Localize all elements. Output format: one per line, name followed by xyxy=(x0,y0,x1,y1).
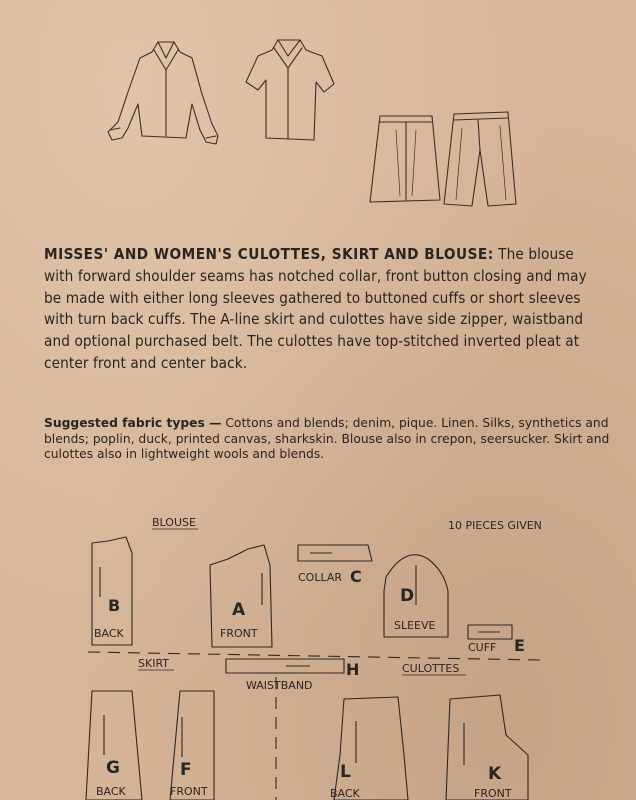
short-sleeve-blouse-sketch xyxy=(246,40,334,140)
culottes-label: CULOTTES xyxy=(402,662,460,675)
description-heading: MISSES' AND WOMEN'S CULOTTES, SKIRT AND BLOUSE: xyxy=(44,245,494,263)
piece-a-letter: A xyxy=(232,600,246,620)
piece-a-name: FRONT xyxy=(220,627,258,640)
piece-h-outline xyxy=(226,659,344,673)
piece-f-name: FRONT xyxy=(170,785,208,798)
skirt-label: SKIRT xyxy=(138,657,170,670)
description-body: The blouse with forward shoulder seams has notched collar, front button closing and may be made with either long sleeves gathered to buttoned cuffs or short sleeves with turn back cuffs. The A-line skirt and culottes have side zipper, waistband and optional purchased belt. The culottes have top-stitched inverted pleat at center front and center back. xyxy=(44,245,587,372)
piece-c-letter: C xyxy=(350,567,362,586)
piece-f-letter: F xyxy=(180,760,192,780)
piece-f-outline xyxy=(170,691,214,800)
piece-h-letter: H xyxy=(346,660,360,679)
piece-l-letter: L xyxy=(340,762,351,782)
long-sleeve-blouse-sketch xyxy=(108,42,218,144)
piece-e-letter: E xyxy=(514,636,525,655)
pieces-given-label: 10 PIECES GIVEN xyxy=(448,519,542,532)
piece-l-outline xyxy=(334,697,408,800)
piece-e-name: CUFF xyxy=(468,641,497,654)
culottes-sketch xyxy=(444,112,516,206)
piece-h-name: WAISTBAND xyxy=(246,679,313,692)
piece-k-letter: K xyxy=(488,764,502,784)
piece-k-outline xyxy=(446,695,528,800)
pattern-description xyxy=(44,244,604,375)
piece-b-letter: B xyxy=(108,596,121,615)
a-line-skirt-sketch xyxy=(370,116,440,202)
piece-c-outline xyxy=(298,545,372,561)
piece-g-outline xyxy=(86,691,142,800)
fabric-text: Cottons and blends; denim, pique. Linen. Silks, synthetics and blends; poplin, duck, printed canvas, sharkskin. Blouse also in crepon, seersucker. Skirt and culottes also in lightweight wools and blends. xyxy=(44,416,610,462)
piece-c-name: COLLAR xyxy=(298,571,343,584)
piece-l-name: BACK xyxy=(330,787,360,800)
blouse-label: BLOUSE xyxy=(152,516,196,529)
piece-k-name: FRONT xyxy=(474,787,512,800)
piece-d-letter: D xyxy=(400,586,415,606)
piece-g-letter: G xyxy=(106,758,120,778)
piece-g-name: BACK xyxy=(96,785,126,798)
piece-b-name: BACK xyxy=(94,627,124,640)
fabric-suggestions xyxy=(44,416,610,463)
fabric-label: Suggested fabric types — xyxy=(44,416,222,430)
pattern-pieces-diagram xyxy=(0,505,636,800)
garment-sketches xyxy=(0,0,636,230)
piece-d-name: SLEEVE xyxy=(394,619,436,632)
